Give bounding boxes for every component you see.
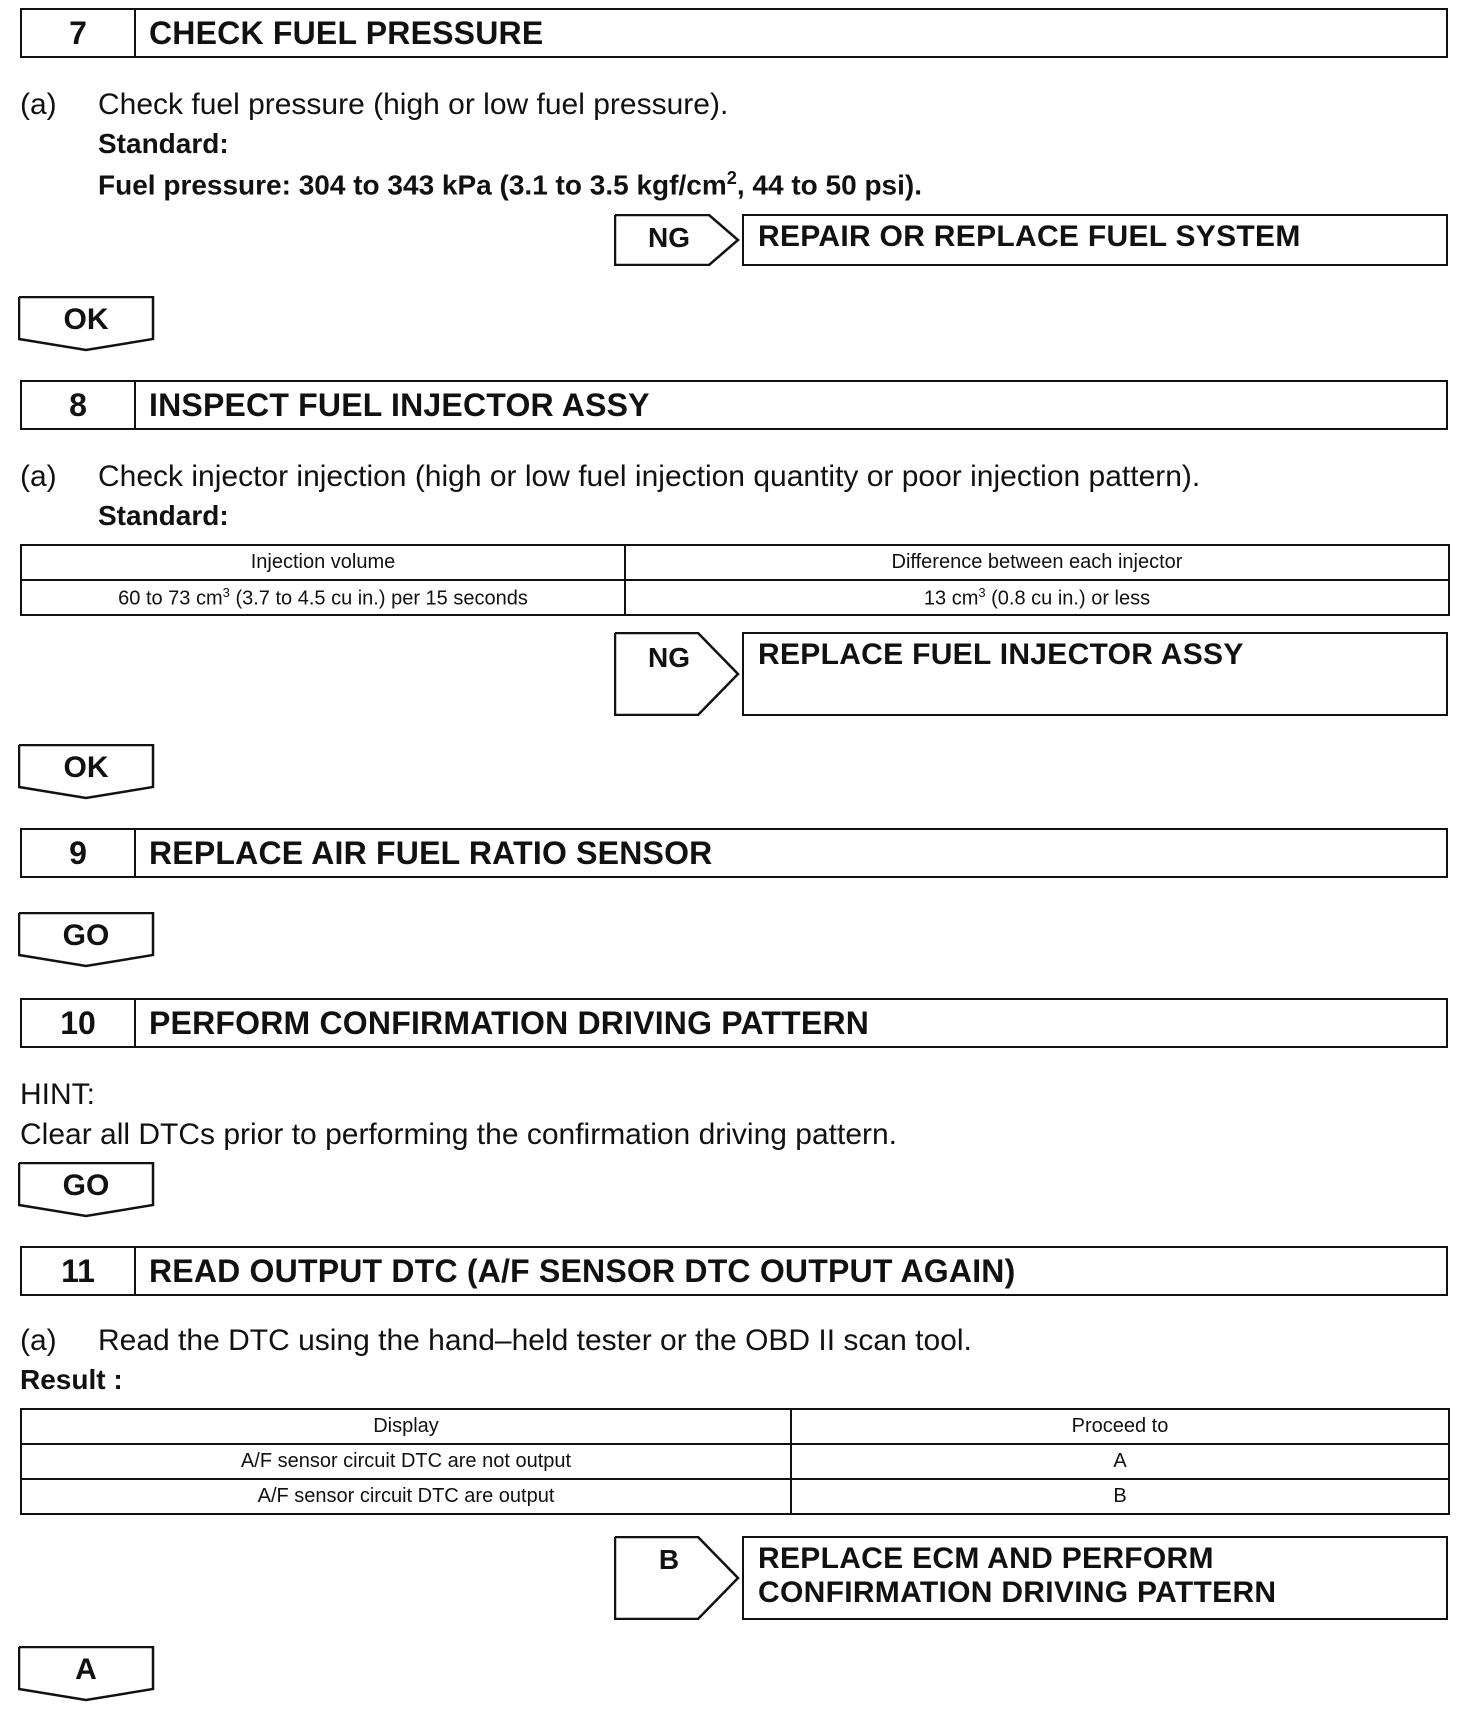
step-9-header	[20, 828, 1448, 878]
ok-label: OK	[63, 751, 109, 784]
b-action-line: CONFIRMATION DRIVING PATTERN	[758, 1576, 1277, 1609]
injector-spec-table	[20, 544, 1450, 616]
instruction-text: Check fuel pressure (high or low fuel pressure).	[98, 88, 729, 121]
table-cell: 60 to 73 $cm^3$ (3.7 to 4.5 cu in.) per 15 seconds	[21, 580, 625, 615]
table-header-row	[21, 1409, 1449, 1444]
hint-text: Clear all DTCs prior to performing the confirmation driving pattern.	[20, 1118, 898, 1151]
ng-action-box: REPAIR OR REPLACE FUEL SYSTEM	[742, 214, 1448, 266]
step-7-header	[20, 8, 1448, 58]
table-cell: A/F sensor circuit DTC are not output	[21, 1444, 791, 1479]
step-title: INSPECT FUEL INJECTOR ASSY	[149, 386, 650, 423]
result-label: Result :	[20, 1364, 123, 1395]
step-number: 8	[22, 382, 136, 428]
step-10-header	[20, 998, 1448, 1048]
table-cell: A	[791, 1444, 1449, 1479]
table-row	[21, 1479, 1449, 1514]
go-label: GO	[62, 1169, 110, 1202]
item-label: (a)	[20, 460, 57, 493]
standard-label: Standard:	[98, 128, 229, 159]
b-action-line: REPLACE ECM AND PERFORM	[758, 1542, 1214, 1575]
step-title: PERFORM CONFIRMATION DRIVING PATTERN	[149, 1004, 870, 1041]
table-cell: A/F sensor circuit DTC are output	[21, 1479, 791, 1514]
item-label: (a)	[20, 1324, 57, 1357]
ng-action-box: REPLACE FUEL INJECTOR ASSY	[742, 632, 1448, 716]
table-cell: 13 $cm^3$ (0.8 cu in.) or less	[625, 580, 1449, 615]
step-11-header	[20, 1246, 1448, 1296]
go-label: GO	[62, 919, 110, 952]
instruction-text: Read the DTC using the hand–held tester or the OBD II scan tool.	[98, 1324, 972, 1357]
step-title: CHECK FUEL PRESSURE	[149, 14, 544, 51]
table-cell: B	[791, 1479, 1449, 1514]
table-header-cell: Injection volume	[21, 545, 625, 580]
standard-label: Standard:	[98, 500, 229, 531]
hint-label: HINT:	[20, 1078, 95, 1111]
ng-label: NG	[648, 642, 690, 673]
step-title: REPLACE AIR FUEL RATIO SENSOR	[149, 834, 713, 871]
step-number: 10	[22, 1000, 136, 1046]
step-title: READ OUTPUT DTC (A/F SENSOR DTC OUTPUT AGAIN)	[149, 1252, 1016, 1289]
ng-label: NG	[648, 222, 690, 253]
ok-label: OK	[63, 303, 109, 336]
fuel-pressure-spec: Fuel pressure: 304 to 343 kPa (3.1 to 3.5 kgf/$cm^2$, 44 to 50 psi).	[98, 168, 923, 201]
step-number: 9	[22, 830, 136, 876]
table-header-cell: Difference between each injector	[625, 545, 1449, 580]
step-number: 11	[22, 1248, 136, 1294]
b-label: B	[658, 1544, 680, 1575]
step-8-header	[20, 380, 1448, 430]
table-row	[21, 580, 1449, 615]
step-number: 7	[22, 10, 136, 56]
result-table	[20, 1408, 1450, 1515]
instruction-text: Check injector injection (high or low fuel injection quantity or poor injection pattern).	[98, 460, 1201, 493]
table-header-cell: Proceed to	[791, 1409, 1449, 1444]
table-row	[21, 1444, 1449, 1479]
a-label: A	[75, 1653, 97, 1686]
b-action-box	[742, 1536, 1448, 1620]
table-header-cell: Display	[21, 1409, 791, 1444]
table-header-row	[21, 545, 1449, 580]
item-label: (a)	[20, 88, 57, 121]
